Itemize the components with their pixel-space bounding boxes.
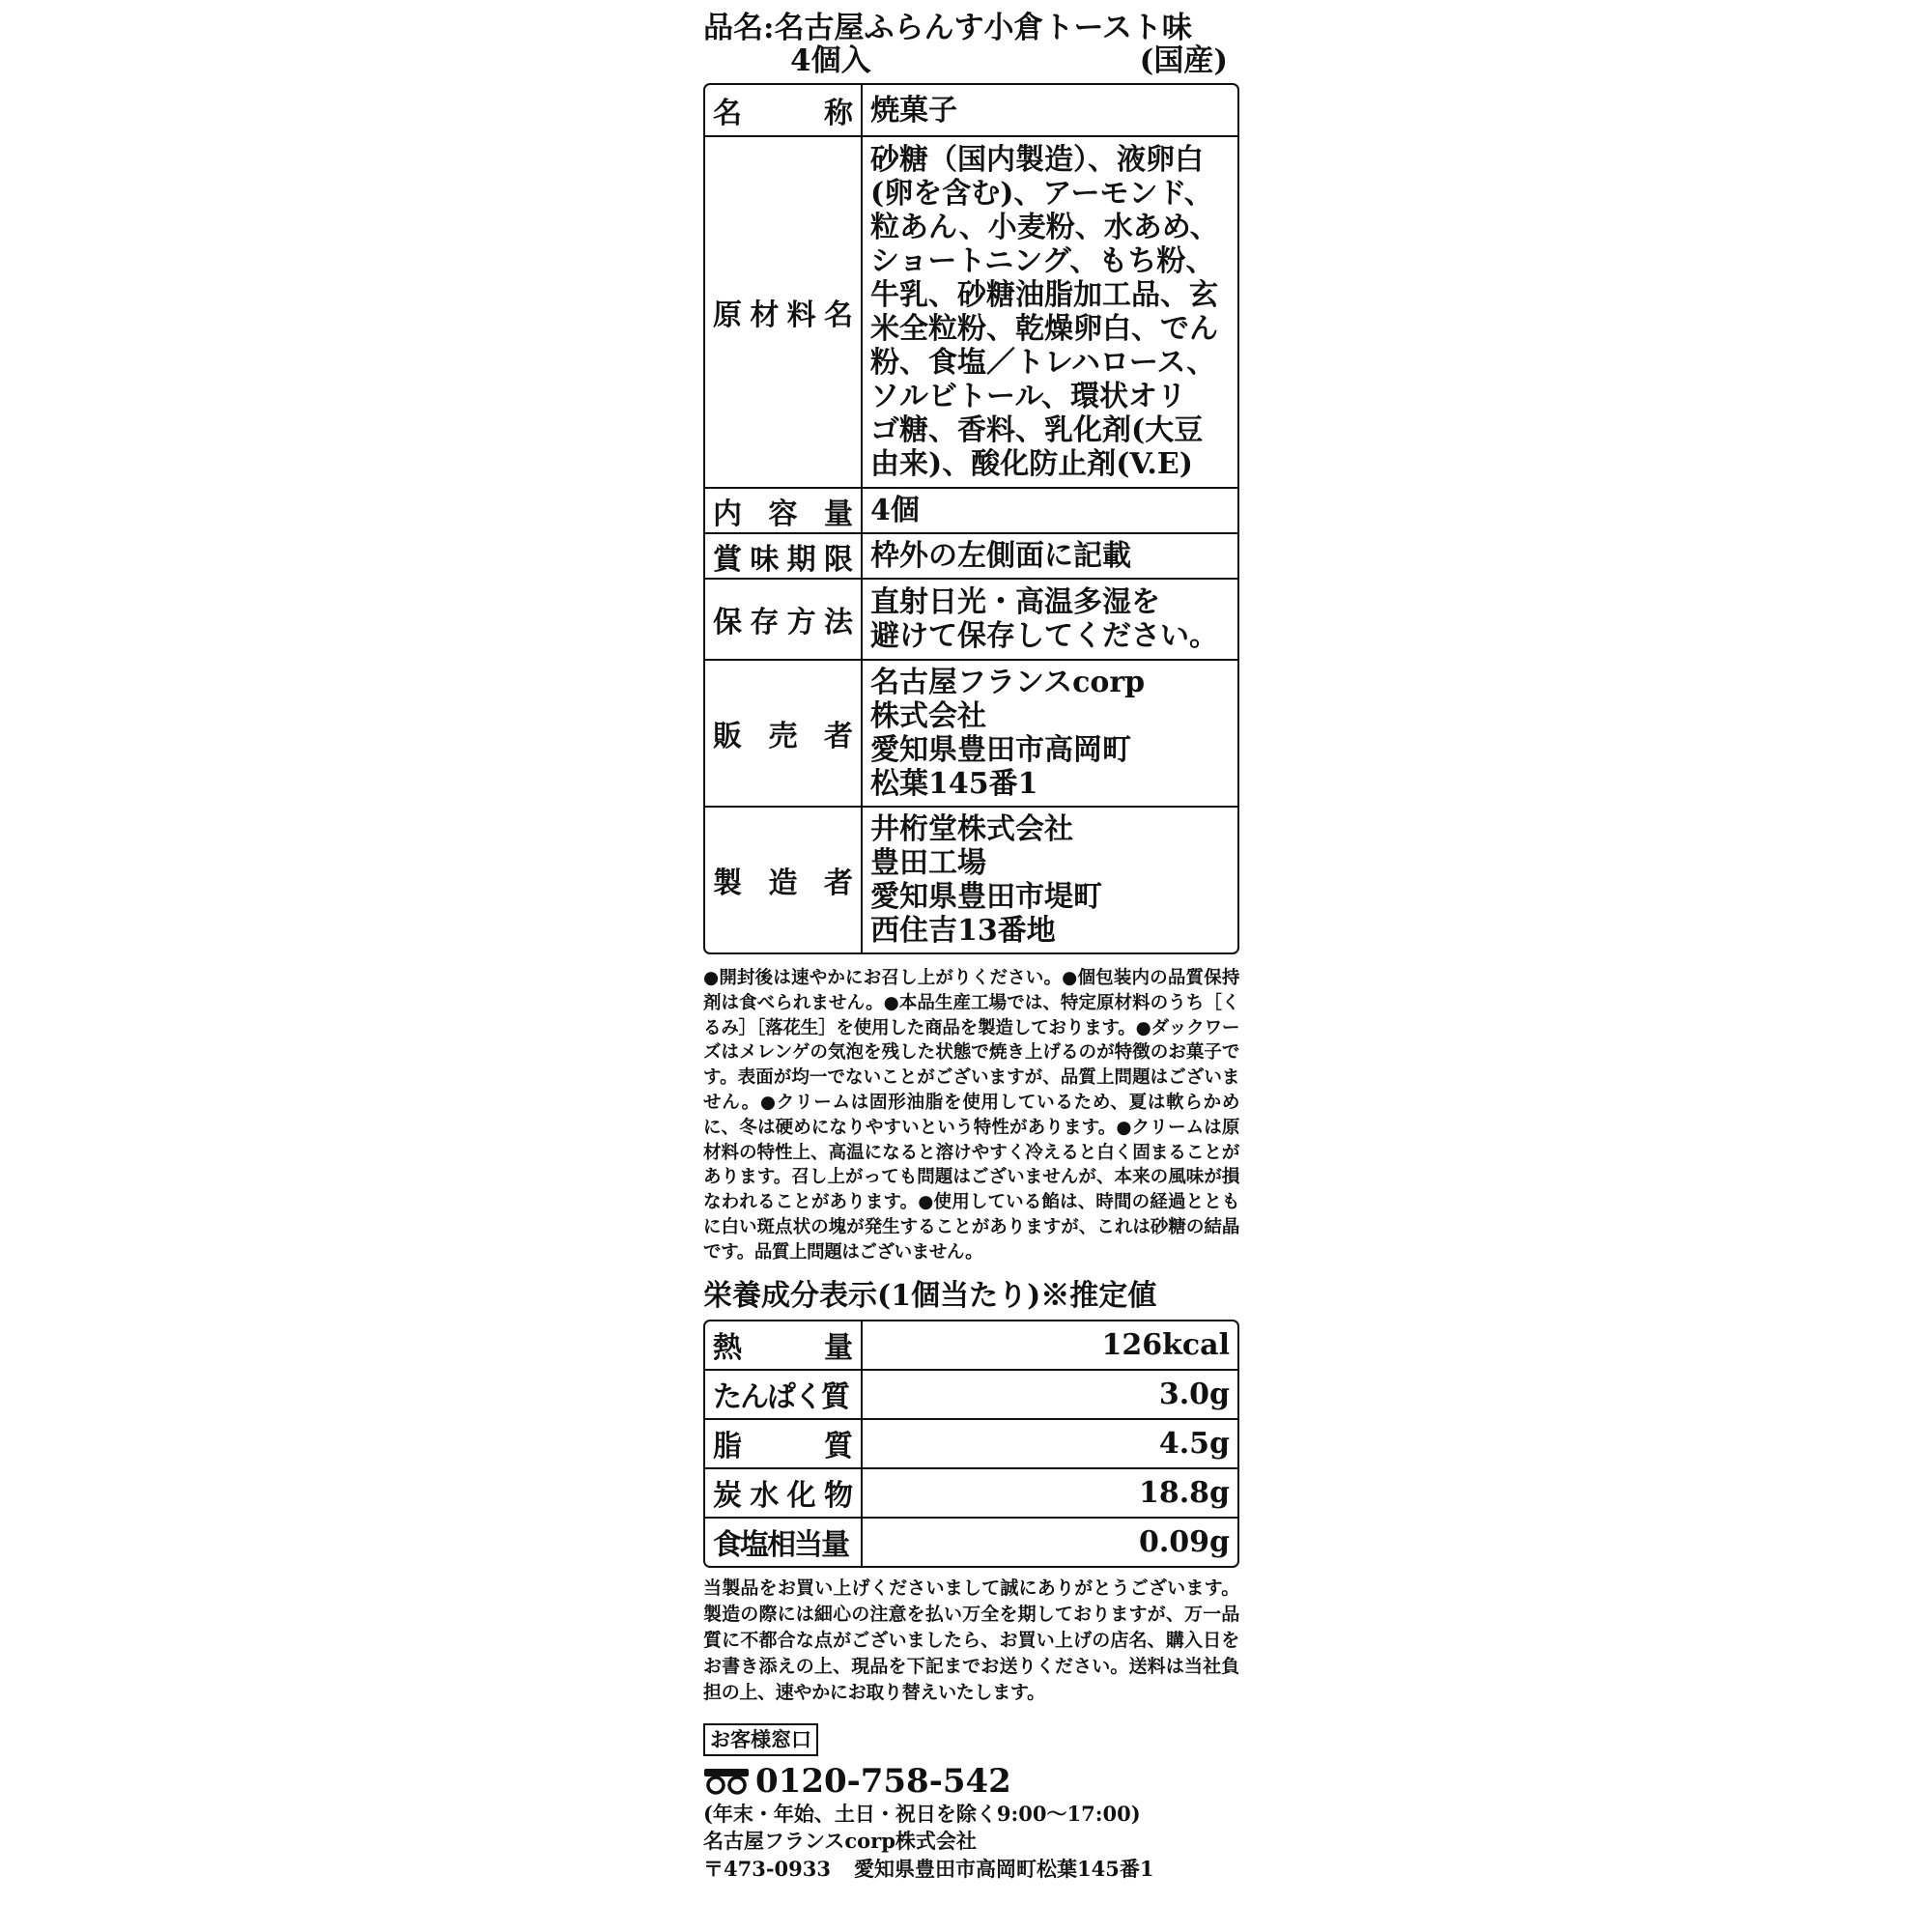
product-count: 4個入 — [790, 43, 871, 78]
expiry-value: 枠外の左側面に記載 — [863, 532, 1237, 578]
customer-message: 当製品をお買い上げくださいまして誠にありがとうございます。製造の際には細心の注意を払い万全を期しておりますが、万一品質に不都合な点がございましたら、お買い上げの店名、購入日をお書き添えの上、現品を下記までお送りください。送料は当社負担の上、速やかにお取り替えいたします。 — [703, 1577, 1239, 1703]
freedial-icon — [703, 1768, 750, 1795]
maker-value: 井桁堂株式会社 豊田工場 愛知県豊田市堤町 西住吉13番地 — [863, 806, 1237, 952]
nutrition-value: 0.09g — [863, 1517, 1237, 1566]
contact-hours: (年末・年始、土日・祝日を除く9:00〜17:00) — [703, 1801, 1141, 1826]
info-row-storage — [705, 578, 1237, 659]
info-row-expiry — [705, 532, 1237, 578]
info-row-content — [705, 487, 1237, 532]
nutrition-row — [705, 1517, 1237, 1566]
nutrition-row — [705, 1369, 1237, 1418]
nutrition-label: たんぱく質 — [713, 1380, 848, 1415]
ingredients-label: 原 材 料 名 — [713, 298, 853, 332]
food-label — [703, 12, 1239, 1884]
nutrition-value: 126kcal — [1101, 1327, 1230, 1362]
contact-company: 名古屋フランスcorp株式会社 — [703, 1828, 977, 1853]
product-name: 品名:名古屋ふらんす小倉トースト味 — [703, 11, 1192, 45]
nutrition-label: 炭 水 化 物 — [713, 1479, 853, 1514]
product-info-table — [703, 83, 1239, 954]
storage-value: 直射日光・高温多湿を 避けて保存してください。 — [863, 578, 1237, 659]
name-value: 焼菓子 — [870, 93, 957, 128]
address-text: 愛知県豊田市高岡町松葉145番1 — [854, 1856, 1154, 1881]
seller-label: 販 売 者 — [713, 720, 853, 753]
nutrition-label: 熱 量 — [713, 1331, 853, 1366]
caution-notes: ●開封後は速やかにお召し上がりください。●個包装内の品質保持剤は食べられません。●本品生産工場では、特定原材料のうち［くるみ］［落花生］を使用した商品を製造しております。●ダックワーズはメレンゲの気泡を残した状態で焼き上げるのが特徴のお菓子です。表面が均一でないことがございますが、品質上問題はございません。●クリームは固形油脂を使用しているため、夏は軟らかめに、冬は硬めになりやすいという特性があります。●クリームは原材料の特性上、高温になると溶けやすく冷えると白く固まることがあります。召し上がっても問題はございませんが、本来の風味が損なわれることがあります。●使用している餡は、時間の経過とともに白い斑点状の塊が発生することがありますが、これは砂糖の結晶です。品質上問題はございません。 — [703, 968, 1239, 1263]
postal-code: 〒473-0933 — [703, 1856, 831, 1881]
phone-number: 0120-758-542 — [755, 1761, 1011, 1801]
maker-label: 製 造 者 — [713, 867, 853, 900]
nutrition-table — [703, 1320, 1239, 1568]
customer-window-label: お客様窓口 — [703, 1723, 818, 1756]
nutrition-value: 4.5g — [863, 1418, 1237, 1467]
ingredients-value: 砂糖（国内製造）、液卵白 (卵を含む)、アーモンド、 粒あん、小麦粉、水あめ、 ショートニング、もち粉、 牛乳、砂糖油脂加工品、玄 米全粒粉、乾燥卵白、でん 粉、食塩／トレハロース、 ソルビトール、環状オリ ゴ糖、香料、乳化剤(大豆 由来)、酸化防止剤(V.E) — [863, 135, 1237, 487]
content-value: 4個 — [863, 487, 1237, 532]
nutrition-label: 食塩相当量 — [713, 1528, 848, 1563]
nutrition-title: 栄養成分表示(1個当たり)※推定値 — [703, 1278, 1157, 1313]
seller-value: 名古屋フランスcorp 株式会社 愛知県豊田市高岡町 松葉145番1 — [863, 659, 1237, 806]
nutrition-row — [705, 1321, 1237, 1369]
nutrition-row — [705, 1467, 1237, 1517]
nutrition-row — [705, 1418, 1237, 1467]
nutrition-label: 脂 質 — [713, 1430, 853, 1464]
content-label: 内 容 量 — [713, 497, 853, 531]
expiry-label: 賞 味 期 限 — [713, 542, 853, 577]
contact-address — [703, 1855, 1239, 1884]
info-row-seller — [705, 659, 1237, 806]
nutrition-value: 18.8g — [863, 1467, 1237, 1517]
info-row-ingredients — [705, 135, 1237, 487]
storage-label: 保 存 方 法 — [713, 606, 853, 639]
name-label: 名 称 — [713, 97, 853, 130]
product-subtitle — [703, 44, 1239, 77]
phone-line — [703, 1762, 1239, 1801]
product-origin: (国産) — [1139, 43, 1228, 78]
info-row-maker — [705, 806, 1237, 952]
nutrition-value: 3.0g — [863, 1369, 1237, 1418]
info-row-name — [705, 85, 1237, 135]
